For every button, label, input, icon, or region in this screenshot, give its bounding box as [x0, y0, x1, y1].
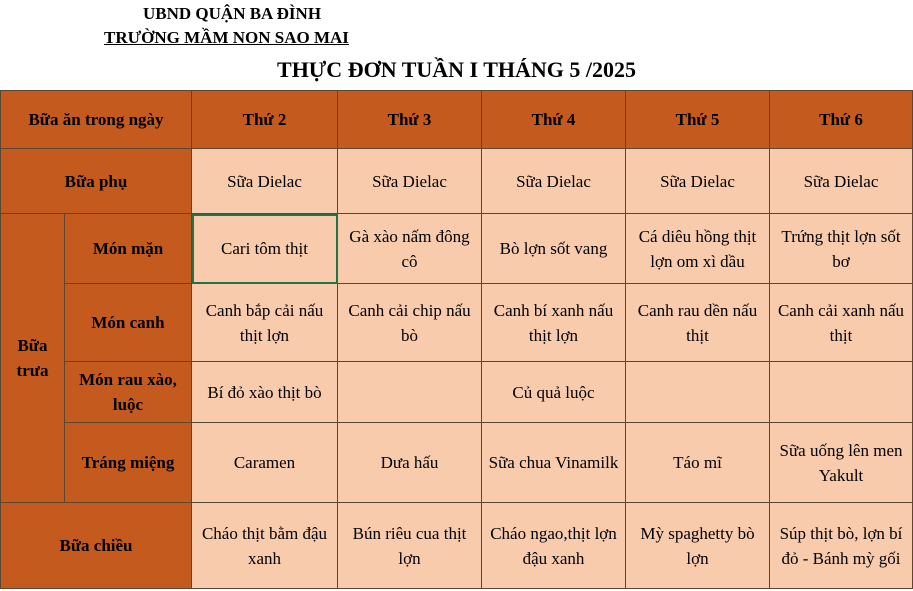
cell-bua-phu-thu[interactable]: Sữa Dielac [626, 149, 770, 214]
cell-bua-chieu-mon[interactable]: Cháo thịt bằm đậu xanh [192, 503, 338, 589]
org-name-school: TRƯỜNG MẦM NON SAO MAI [104, 28, 349, 47]
cell-mon-man-fri[interactable]: Trứng thịt lợn sốt bơ [770, 214, 913, 284]
row-bua-phu [1, 149, 913, 214]
cell-trang-mieng-mon[interactable]: Caramen [192, 423, 338, 503]
row-label-mon-rau[interactable]: Món rau xào, luộc [65, 362, 192, 423]
cell-mon-man-thu[interactable]: Cá diêu hồng thịt lợn om xì dầu [626, 214, 770, 284]
cell-mon-rau-fri[interactable] [770, 362, 913, 423]
cell-mon-canh-fri[interactable]: Canh cải xanh nấu thịt [770, 284, 913, 362]
row-label-bua-chieu[interactable]: Bữa chiều [1, 503, 192, 589]
corner-header[interactable]: Bữa ăn trong ngày [1, 91, 192, 149]
cell-bua-phu-mon[interactable]: Sữa Dielac [192, 149, 338, 214]
cell-bua-chieu-tue[interactable]: Bún riêu cua thịt lợn [338, 503, 482, 589]
row-label-trang-mieng[interactable]: Tráng miệng [65, 423, 192, 503]
cell-mon-canh-wed[interactable]: Canh bí xanh nấu thịt lợn [482, 284, 626, 362]
cell-mon-man-tue[interactable]: Gà xào nấm đông cô [338, 214, 482, 284]
row-bua-chieu [1, 503, 913, 589]
cell-bua-phu-wed[interactable]: Sữa Dielac [482, 149, 626, 214]
cell-mon-canh-mon[interactable]: Canh bắp cải nấu thịt lợn [192, 284, 338, 362]
row-mon-rau [1, 362, 913, 423]
row-label-bua-phu[interactable]: Bữa phụ [1, 149, 192, 214]
menu-title: THỰC ĐƠN TUẦN I THÁNG 5 /2025 [277, 57, 636, 82]
row-label-mon-man[interactable]: Món mặn [65, 214, 192, 284]
row-label-bua-trua[interactable]: Bữa trưa [1, 214, 65, 503]
cell-mon-man-mon[interactable]: Cari tôm thịt [192, 214, 338, 284]
cell-mon-canh-thu[interactable]: Canh rau dền nấu thịt [626, 284, 770, 362]
cell-trang-mieng-thu[interactable]: Táo mĩ [626, 423, 770, 503]
document-header [0, 0, 913, 90]
cell-trang-mieng-wed[interactable]: Sữa chua Vinamilk [482, 423, 626, 503]
cell-mon-rau-mon[interactable]: Bí đỏ xào thịt bò [192, 362, 338, 423]
cell-bua-chieu-wed[interactable]: Cháo ngao,thịt lợn đậu xanh [482, 503, 626, 589]
row-mon-canh [1, 284, 913, 362]
cell-mon-rau-tue[interactable] [338, 362, 482, 423]
weekly-menu-table [0, 90, 913, 589]
day-header-mon[interactable]: Thứ 2 [192, 91, 338, 149]
day-header-thu[interactable]: Thứ 5 [626, 91, 770, 149]
day-header-tue[interactable]: Thứ 3 [338, 91, 482, 149]
header-row [1, 91, 913, 149]
day-header-wed[interactable]: Thứ 4 [482, 91, 626, 149]
day-header-fri[interactable]: Thứ 6 [770, 91, 913, 149]
row-mon-man [1, 214, 913, 284]
cell-bua-phu-fri[interactable]: Sữa Dielac [770, 149, 913, 214]
cell-mon-rau-thu[interactable] [626, 362, 770, 423]
cell-bua-phu-tue[interactable]: Sữa Dielac [338, 149, 482, 214]
cell-mon-canh-tue[interactable]: Canh cải chip nấu bò [338, 284, 482, 362]
cell-trang-mieng-fri[interactable]: Sữa uống lên men Yakult [770, 423, 913, 503]
cell-bua-chieu-thu[interactable]: Mỳ spaghetty bò lợn [626, 503, 770, 589]
cell-mon-rau-wed[interactable]: Củ quả luộc [482, 362, 626, 423]
row-label-mon-canh[interactable]: Món canh [65, 284, 192, 362]
cell-bua-chieu-fri[interactable]: Súp thịt bò, lợn bí đỏ - Bánh mỳ gối [770, 503, 913, 589]
org-name-district: UBND QUẬN BA ĐÌNH [143, 4, 322, 23]
cell-trang-mieng-tue[interactable]: Dưa hấu [338, 423, 482, 503]
row-trang-mieng [1, 423, 913, 503]
cell-mon-man-wed[interactable]: Bò lợn sốt vang [482, 214, 626, 284]
